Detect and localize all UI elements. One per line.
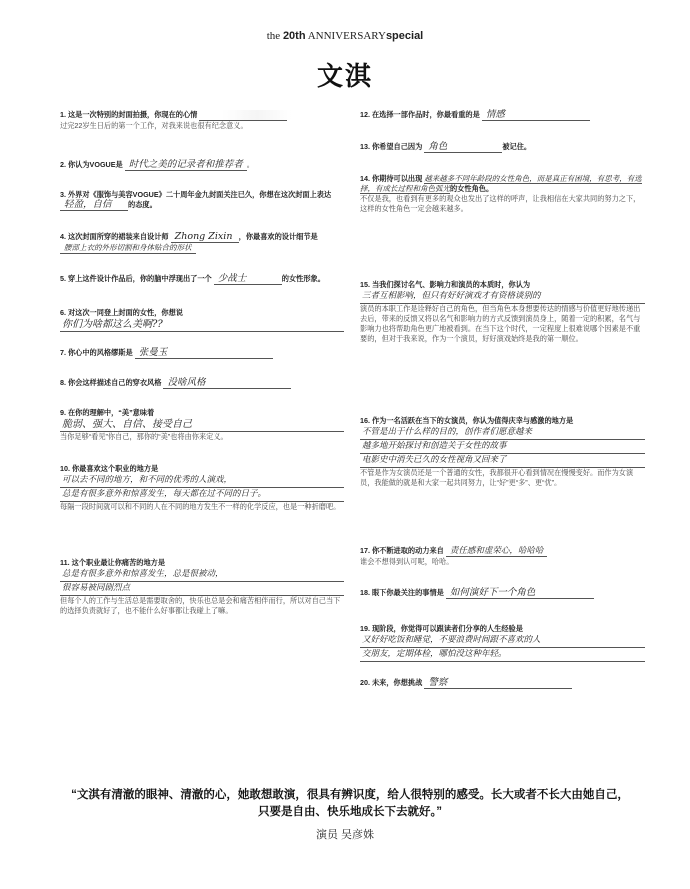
- answer-note: 过完22岁生日后的第一个工作，对我来说也很有纪念意义。: [60, 121, 248, 130]
- quote-line-1: “文淇有清澈的眼神、清澈的心，她敢想敢演，很具有辨识度，给人很特别的感受。长大或者不长大由她自己，: [71, 789, 629, 801]
- answer-tail: 被记住。: [502, 142, 532, 151]
- question-text: 5. 穿上这件设计作品后，你的脑中浮现出了一个: [60, 274, 212, 283]
- handwritten-answer: 少战士: [214, 274, 282, 285]
- question-text: 17. 你不断进取的动力来自: [360, 546, 444, 555]
- page-title: 文淇: [316, 62, 373, 92]
- answer-tail: 的态度。: [128, 200, 157, 209]
- answer-tail: ，你最喜欢的设计细节是: [238, 232, 318, 241]
- question-3: [60, 190, 344, 222]
- answer-note: 不仅是我，也看到有更多的观众也发出了这样的呼声，让我相信在大家共同的努力之下，这样的女性角色一定会越来越多。: [360, 194, 641, 213]
- question-11: [60, 558, 344, 638]
- question-20: [360, 678, 645, 698]
- question-text: 4. 这次封面所穿的裙装来自设计师: [60, 232, 169, 241]
- question-10: [60, 464, 344, 544]
- handwritten-answer: 可以去不同的地方，和不同的优秀的人演戏，: [60, 474, 344, 488]
- handwritten-answer: 总是有很多意外和惊喜发生，总是很被动，: [60, 568, 344, 582]
- question-8: [60, 378, 344, 396]
- handwritten-answer: 又好好吃饭和睡觉，不要浪费时间跟不喜欢的人: [360, 634, 645, 648]
- handwritten-answer-2: 腰部上衣的外形切割和身体贴合的形状: [60, 243, 196, 254]
- header-prefix: the 20th ANNIVERSARY: [266, 30, 386, 42]
- handwritten-answer-2: 越多地开始探讨和创造关于女性的故事: [360, 440, 645, 454]
- handwritten-answer-3: 电影史中消失已久的女性视角又回来了: [360, 454, 645, 468]
- question-text: 7. 你心中的风格缪斯是: [60, 348, 133, 357]
- question-text: 15. 当我们探讨名气、影响力和演员的本质时，你认为: [360, 280, 531, 289]
- question-15: [360, 280, 645, 410]
- handwritten-answer: 情感: [482, 110, 590, 121]
- handwritten-answer: 脆弱、强大、自信、接受自己: [60, 418, 344, 432]
- handwritten-answer: 三者互相影响，但只有好好演戏才有资格谈别的: [360, 290, 645, 304]
- quote-line-2: 只要是自由、快乐地成长下去就好。”: [258, 806, 442, 818]
- question-4: [60, 232, 344, 264]
- question-text: 6. 对这次一同登上封面的女性，你想说: [60, 308, 183, 317]
- answer-note: 但每个人的工作与生活总是需要取舍的，快乐也总是会和痛苦相伴而行，所以对自己当下的选择负责就好了，也不能什么好事都让我碰上了嘛。: [60, 596, 341, 615]
- question-text: 20. 未来，你想挑战: [360, 678, 423, 687]
- left-column: [60, 110, 344, 638]
- handwritten-answer: 如何演好下一个角色: [446, 588, 594, 599]
- handwritten-answer: 责任感和虚荣心，哈哈哈: [446, 546, 548, 557]
- handwritten-answer-2: 交朋友，定期体检，哪怕没这种年轻。: [360, 648, 645, 662]
- answer-note: 当你足够“看见”你自己，那你的“美”也将由你来定义。: [60, 432, 228, 441]
- question-text: 10. 你最喜欢这个职业的地方是: [60, 464, 159, 473]
- handwritten-answer: Zhong Zixin: [171, 232, 239, 243]
- header-suffix: special: [385, 30, 424, 42]
- handwritten-answer: 警察: [424, 678, 572, 689]
- question-5: [60, 274, 344, 298]
- question-18: [360, 588, 645, 616]
- question-14: [360, 174, 645, 274]
- question-text: 9. 在你的理解中，“美”意味着: [60, 408, 155, 417]
- handwritten-answer-2: 总是有很多意外和惊喜发生，每天都在过不同的日子。: [60, 488, 344, 502]
- answer-note: 演员的本职工作是诠释好自己的角色，但当角色本身想要传达的情感与价值更好地传递出去后，带来的反馈又将以名气和影响力的方式反馈到演员身上，随着一定的积累，名气与影响力也将帮助角色更广地被看到。在当下这个时代，一定程度上很难说哪个因素是不重要的，但对于我来说，作为一个演员，好好演戏始终是我的第一顺位。: [360, 304, 641, 343]
- question-text: 12. 在选择一部作品时，你最看重的是: [360, 110, 480, 119]
- question-text: 8. 你会这样描述自己的穿衣风格: [60, 378, 162, 387]
- handwritten-answer: 角色: [424, 142, 502, 153]
- handwritten-answer: 越来越多不同年龄段的女性角色，而是真正有困境，有思考，有选择，有成长过程和角色弧光: [360, 174, 642, 193]
- answer-note: 谁会不想得到认可呢，哈哈。: [360, 557, 454, 566]
- question-text: 19. 现阶段，你觉得可以跟读者们分享的人生经验是: [360, 624, 523, 633]
- question-12: [360, 110, 645, 132]
- answer-blank: [199, 110, 287, 121]
- question-9: [60, 408, 344, 452]
- question-7: [60, 348, 344, 366]
- question-13: [360, 142, 645, 166]
- question-17: [360, 546, 645, 578]
- question-text: 2. 你认为VOGUE是: [60, 160, 123, 169]
- pull-quote: [60, 787, 640, 821]
- question-text: 3. 外界对《服饰与美容VOGUE》二十周年金九封面关注已久，你想在这次封面上表达: [60, 190, 332, 199]
- question-text: 11. 这个职业最让你痛苦的地方是: [60, 558, 166, 567]
- question-19: [360, 624, 645, 674]
- answer-tail: 的女性形象。: [281, 274, 325, 283]
- handwritten-answer: 你们为啥都这么美啊??: [60, 318, 344, 332]
- question-1: [60, 110, 344, 148]
- question-text: 13. 你希望自己因为: [360, 142, 423, 151]
- question-6: [60, 308, 344, 340]
- handwritten-answer: 时代之美的记录者和推荐者: [125, 160, 247, 171]
- handwritten-answer: 不管是出于什么样的目的，创作者们愿意越来: [360, 426, 645, 440]
- question-16: [360, 416, 645, 538]
- handwritten-answer-2: 很容易被同剧烈点: [60, 582, 344, 596]
- question-text: 16. 作为一名活跃在当下的女演员，你认为值得庆幸与感激的地方是: [360, 416, 574, 425]
- handwritten-answer: 张曼玉: [135, 348, 273, 359]
- right-column: [360, 110, 645, 698]
- answer-note: 不管是作为女演员还是一个普通的女性，我都很开心看到情况在慢慢变好。而作为女演员，我能做的就是和大家一起共同努力，让“好”更“多”、更“优”。: [360, 468, 634, 487]
- answer-tail: 的女性角色。: [450, 184, 494, 193]
- handwritten-answer: 轻盈，自信: [60, 200, 128, 211]
- answer-note: 每隔一段时间就可以和不同的人在不同的地方发生不一样的化学反应，也是一种折磨吧。: [60, 502, 341, 511]
- question-text: 1. 这是一次特别的封面拍摄，你现在的心情: [60, 110, 198, 119]
- question-text: 18. 眼下你最关注的事情是: [360, 588, 444, 597]
- handwritten-answer: 没啥风格: [163, 378, 291, 389]
- issue-header: [0, 30, 690, 42]
- question-text: 14. 你期待可以出现: [360, 174, 423, 183]
- answer-tail: 。: [246, 160, 254, 169]
- quote-author: 演员 吴彦姝: [315, 829, 375, 841]
- question-2: [60, 160, 344, 182]
